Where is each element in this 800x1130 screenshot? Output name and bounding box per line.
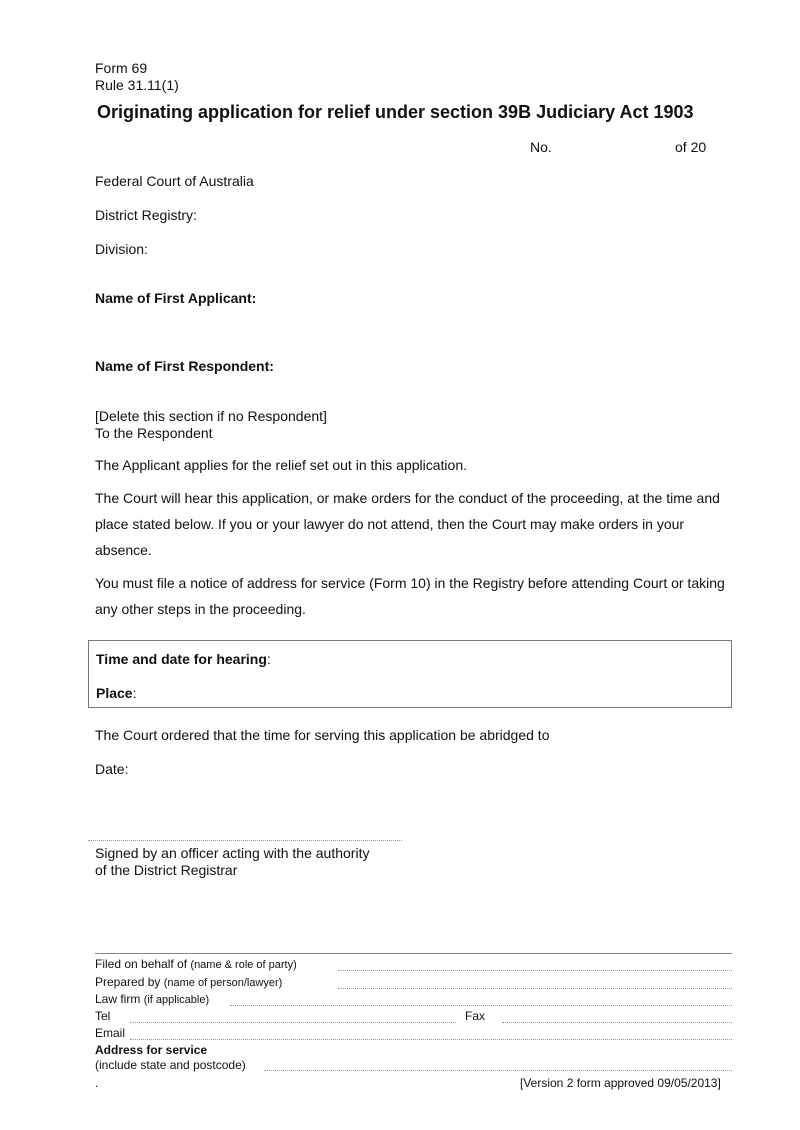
email-field[interactable] [130, 1039, 732, 1040]
address-for-service-label: Address for service [95, 1043, 208, 1057]
first-respondent-label: Name of First Respondent: [95, 358, 274, 374]
abridged-date-label: Date: [95, 761, 129, 777]
division-label: Division: [95, 241, 148, 257]
first-applicant-label: Name of First Applicant: [95, 290, 257, 306]
hearing-time-label: Time and date for hearing [96, 651, 267, 667]
to-respondent-heading: To the Respondent [95, 425, 213, 441]
law-firm-label [95, 992, 209, 1008]
law-firm-field[interactable] [230, 1005, 732, 1006]
document-title: Originating application for relief under section 39B Judiciary Act 1903 [97, 102, 694, 122]
filed-label: Filed on behalf of [95, 957, 188, 971]
prepared-label: Prepared by [95, 975, 161, 989]
hearing-time-field[interactable] [96, 651, 271, 668]
hearing-place-label: Place [96, 685, 133, 701]
email-label: Email [95, 1026, 126, 1040]
signature-line[interactable] [88, 840, 402, 841]
court-name: Federal Court of Australia [95, 173, 254, 189]
filed-on-behalf-field[interactable] [338, 970, 732, 971]
footer-top-rule [95, 953, 732, 954]
hearing-place-field[interactable] [96, 685, 136, 702]
abridged-time-text: The Court ordered that the time for serving this application be abridged to [95, 727, 550, 743]
footer-dot: . [95, 1076, 99, 1090]
district-registry-label: District Registry: [95, 207, 197, 223]
rule-reference: Rule 31.11(1) [95, 77, 179, 93]
lawfirm-hint: (if applicable) [143, 994, 210, 1006]
filed-hint: (name & role of party) [190, 959, 297, 971]
fax-label: Fax [465, 1009, 486, 1023]
filed-on-behalf-label [95, 957, 297, 973]
fax-field[interactable] [502, 1022, 732, 1023]
address-hint: (include state and postcode) [95, 1058, 246, 1072]
notice-of-address-paragraph: You must file a notice of address for service (Form 10) in the Registry before attending Court or taking any other steps in the proceeding. [95, 575, 725, 617]
signature-text-line1: Signed by an officer acting with the authority [95, 845, 370, 861]
lawfirm-label: Law firm [95, 992, 141, 1006]
hearing-time-colon: : [266, 651, 271, 667]
signature-text-line2: of the District Registrar [95, 862, 238, 878]
tel-label: Tel [95, 1009, 111, 1023]
form-version: [Version 2 form approved 09/05/2013] [520, 1076, 721, 1090]
prepared-by-field[interactable] [338, 988, 732, 989]
court-will-hear-paragraph: The Court will hear this application, or make orders for the conduct of the proceeding, at the time and place stated below. If you or your lawyer do not attend, then the Court may make orders in your absence. [95, 490, 720, 558]
prepared-by-label [95, 975, 282, 991]
hearing-details-box [88, 640, 732, 708]
hearing-place-colon: : [132, 685, 137, 701]
delete-section-note: [Delete this section if no Respondent] [95, 408, 327, 424]
case-number-label: No. [530, 139, 552, 155]
tel-field[interactable] [130, 1022, 456, 1023]
address-for-service-field[interactable] [264, 1070, 732, 1071]
form-number: Form 69 [95, 60, 148, 76]
applicant-applies-paragraph: The Applicant applies for the relief set out in this application. [95, 457, 467, 473]
case-year-label: of 20 [675, 139, 707, 155]
prepared-hint: (name of person/lawyer) [163, 977, 283, 989]
